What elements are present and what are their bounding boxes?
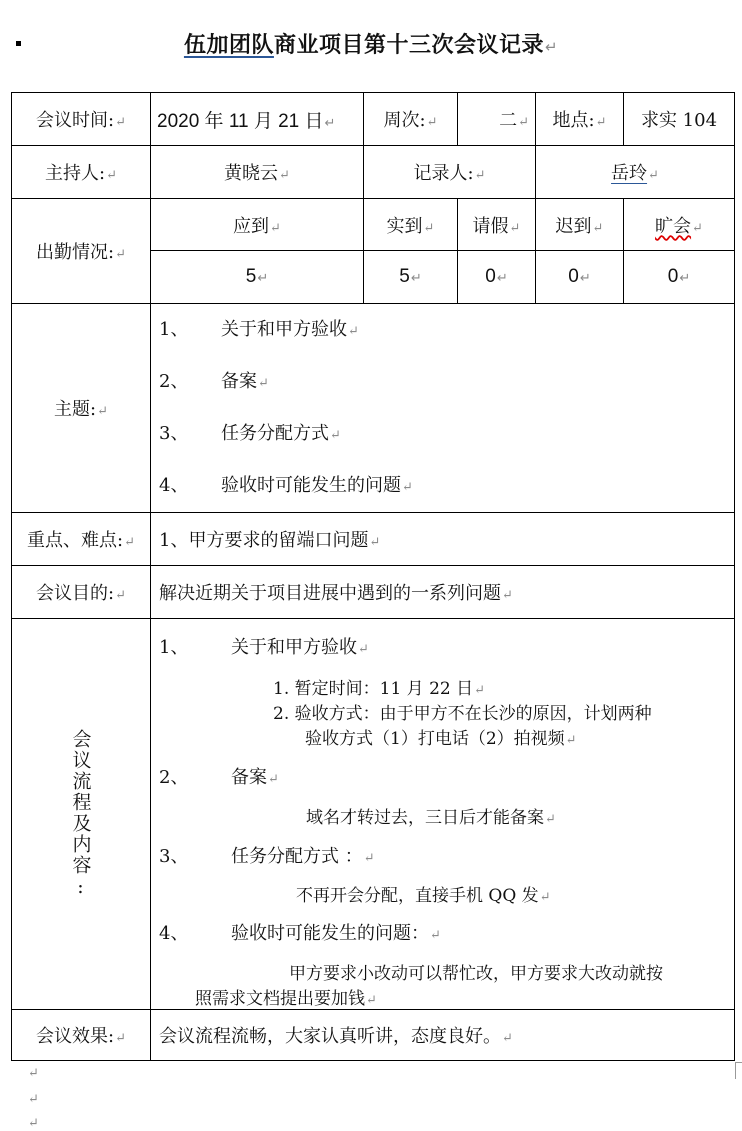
place-value-cell: 求实 104 bbox=[624, 93, 735, 146]
attendance-value-late: 0↵ bbox=[536, 251, 624, 304]
process-item-1-1: 1. 暂定时间：11 月 22 日↵ bbox=[273, 679, 486, 699]
table-row bbox=[12, 619, 735, 1010]
recorder-label-cell: 记录人:↵ bbox=[364, 146, 536, 199]
table-row bbox=[12, 513, 735, 566]
table-row bbox=[12, 146, 735, 199]
purpose-label-cell: 会议目的:↵ bbox=[12, 566, 151, 619]
title-text: 商业项目第十三次会议记录 bbox=[273, 33, 544, 58]
process-body-4-cont: 照需求文档提出要加钱↵ bbox=[195, 989, 377, 1009]
list-item: 3、 任务分配方式↵ bbox=[159, 423, 341, 444]
process-body-2: 域名才转过去，三日后才能备案↵ bbox=[306, 808, 556, 828]
process-content bbox=[151, 619, 734, 1009]
topics-label-cell: 主题:↵ bbox=[12, 304, 151, 513]
purpose-value-cell: 解决近期关于项目进展中遇到的一系列问题↵ bbox=[151, 566, 735, 619]
meeting-record-table bbox=[11, 92, 735, 1061]
paragraph-mark-icon: ↵ bbox=[544, 38, 559, 56]
process-content-cell bbox=[151, 619, 735, 1010]
recorder-value-cell: 岳玲↵ bbox=[536, 146, 735, 199]
week-value-cell: 二↵ bbox=[458, 93, 536, 146]
table-row bbox=[12, 1010, 735, 1061]
effect-label-cell: 会议效果:↵ bbox=[12, 1010, 151, 1061]
paragraph-mark-icon: ↵ bbox=[28, 1116, 39, 1131]
host-label-cell: 主持人:↵ bbox=[12, 146, 151, 199]
process-label-cell bbox=[12, 619, 151, 1010]
attendance-value-expected: 5↵ bbox=[151, 251, 364, 304]
list-item: 4、 验收时可能发生的问题↵ bbox=[159, 475, 413, 496]
page-title bbox=[0, 28, 742, 59]
focus-value-cell: 1、甲方要求的留端口问题↵ bbox=[151, 513, 735, 566]
effect-value-cell: 会议流程流畅，大家认真听讲，态度良好。↵ bbox=[151, 1010, 735, 1061]
date-cell: 2020 年 11 月 21 日↵ bbox=[151, 93, 364, 146]
place-label-cell: 地点:↵ bbox=[536, 93, 624, 146]
process-section-1: 1、 关于和甲方验收↵ bbox=[159, 637, 369, 658]
paragraph-mark-icon: ↵ bbox=[28, 1066, 39, 1081]
process-section-2: 2、 备案↵ bbox=[159, 767, 279, 788]
attendance-label-cell: 出勤情况:↵ bbox=[12, 199, 151, 304]
table-row bbox=[12, 566, 735, 619]
focus-label-cell: 重点、难点:↵ bbox=[12, 513, 151, 566]
attendance-value-absent: 0↵ bbox=[624, 251, 735, 304]
process-section-4: 4、 验收时可能发生的问题：↵ bbox=[159, 923, 441, 944]
time-label-cell: 会议时间:↵ bbox=[12, 93, 151, 146]
host-value-cell: 黄晓云↵ bbox=[151, 146, 364, 199]
table-row bbox=[12, 199, 735, 251]
page-corner-mark bbox=[735, 1062, 742, 1079]
attendance-header-absent: 旷会↵ bbox=[624, 199, 735, 251]
process-label: 会议流程及内容: bbox=[69, 728, 92, 900]
topics-list-cell bbox=[151, 304, 735, 513]
team-name: 伍加团队 bbox=[183, 33, 274, 58]
table-row bbox=[12, 93, 735, 146]
process-item-1-2-cont: 验收方式（1）打电话（2）拍视频↵ bbox=[305, 729, 577, 749]
attendance-header-present: 实到↵ bbox=[364, 199, 458, 251]
process-item-1-2: 2. 验收方式：由于甲方不在长沙的原因，计划两种 bbox=[273, 704, 652, 724]
week-label-cell: 周次:↵ bbox=[364, 93, 458, 146]
list-item: 2、 备案↵ bbox=[159, 371, 269, 392]
attendance-value-present: 5↵ bbox=[364, 251, 458, 304]
process-section-3: 3、 任务分配方式 ：↵ bbox=[159, 846, 375, 867]
attendance-header-late: 迟到↵ bbox=[536, 199, 624, 251]
list-item: 1、 关于和甲方验收↵ bbox=[159, 319, 359, 340]
attendance-header-expected: 应到↵ bbox=[151, 199, 364, 251]
paragraph-mark-icon: ↵ bbox=[28, 1092, 39, 1107]
table-row bbox=[12, 304, 735, 513]
attendance-value-leave: 0↵ bbox=[458, 251, 536, 304]
process-body-3: 不再开会分配，直接手机 QQ 发↵ bbox=[296, 886, 551, 906]
attendance-header-leave: 请假↵ bbox=[458, 199, 536, 251]
process-body-4: 甲方要求小改动可以帮忙改，甲方要求大改动就按 bbox=[289, 964, 663, 984]
